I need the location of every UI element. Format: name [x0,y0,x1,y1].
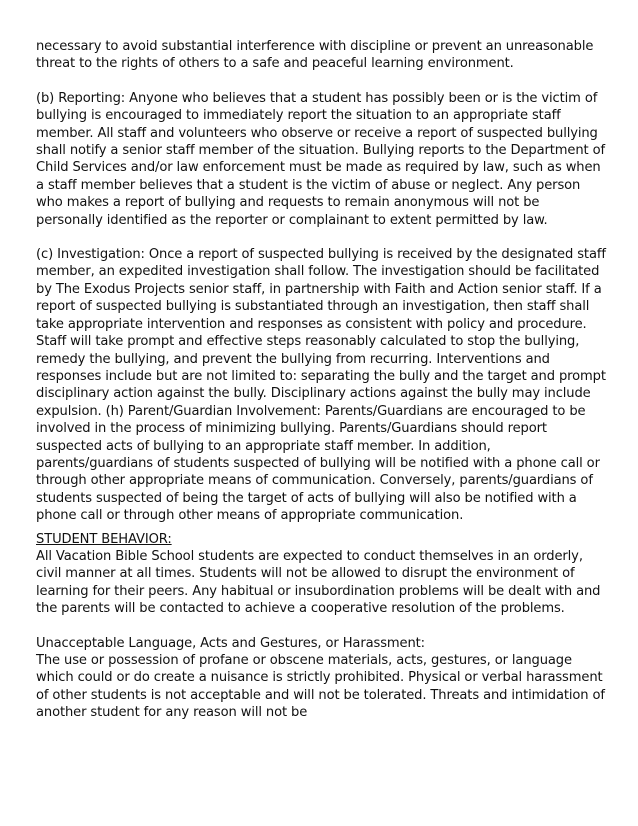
document-page [36,38,608,722]
spacer [36,73,608,90]
spacer [36,229,608,246]
heading-student-behavior: STUDENT BEHAVIOR: [36,531,172,547]
heading-unacceptable-language: Unacceptable Language, Acts and Gestures, or Harassment: [36,635,425,651]
paragraph-investigation: (c) Investigation: Once a report of suspected bullying is received by the designated staff member, an expedited investigation shall follow. The investigation should be facilitated by The Exodus Projects senior staff, in partnership with Faith and Action senior staff. If a report of suspected bullying is substantiated through an investigation, then staff shall take appropriate intervention and responses as consistent with policy and procedure. Staff will take prompt and effective steps reasonably calculated to stop the bullying, remedy the bullying, and prevent the bullying from recurring. Interventions and responses include but are not limited to: separating the bully and the target and prompt disciplinary action against the bully. Disciplinary actions against the bully may include expulsion. (h) Parent/Guardian Involvement: Parents/Guardians are encouraged to be involved in the process of minimizing bullying. Parents/Guardians should report suspected acts of bullying to an appropriate staff member. In addition, parents/guardians of students suspected of bullying will be notified with a phone call or through other appropriate means of communication. Conversely, parents/guardians of students suspected of being the target of acts of bullying will also be notified with a phone call or through other means of appropriate communication. [36,247,606,524]
paragraph-intro: necessary to avoid substantial interference with discipline or prevent an unreasonable threat to the rights of others to a safe and peaceful learning environment. [36,39,594,72]
spacer [36,618,608,635]
paragraph-student-behavior: All Vacation Bible School students are expected to conduct themselves in an orderly, civil manner at all times. Students will not be allowed to disrupt the environment of learning for their peers. Any habitual or insubordination problems will be dealt with and the parents will be contacted to achieve a cooperative resolution of the problems. [36,548,601,617]
paragraph-unacceptable-language: The use or possession of profane or obscene materials, acts, gestures, or language which could or do create a nuisance is strictly prohibited. Physical or verbal harassment of other students is not acceptable and will not be tolerated. Threats and intimidation of another student for any reason will not be [36,653,605,721]
paragraph-reporting: (b) Reporting: Anyone who believes that a student has possibly been or is the victim of bullying is encouraged to immediately report the situation to an appropriate staff member. All staff and volunteers who observe or receive a report of suspected bullying shall notify a senior staff member of the situation. Bullying reports to the Department of Child Services and/or law enforcement must be made as required by law, such as when a staff member believes that a student is the victim of abuse or neglect. Any person who makes a report of bullying and requests to remain anonymous will not be personally identified as the reporter or complainant to extent permitted by law. [36,90,605,228]
